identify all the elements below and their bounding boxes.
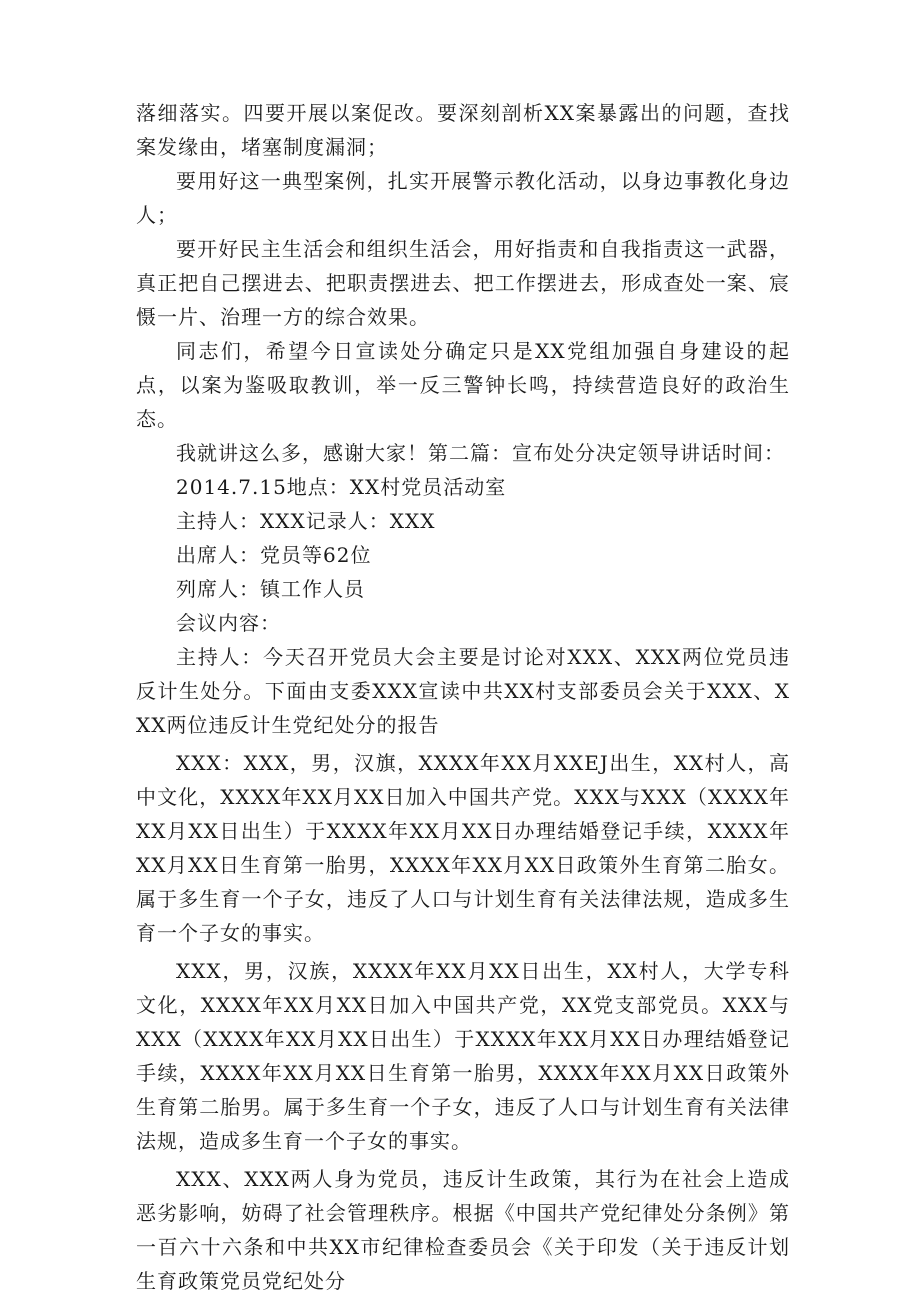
paragraph-typical-case: 要用好这一典型案例，扎实开展警示教化活动，以身边事教化身边人； [136, 169, 790, 227]
paragraph-meeting-content: 会议内容： [176, 611, 281, 635]
paragraph-comrades: 同志们，希望今日宣读处分确定只是XX党组加强自身建设的起点，以案为鉴吸取教训，举一反三警钟长鸣，持续营造良好的政治生态。 [136, 339, 790, 431]
paragraph-attendees: 出席人：党员等62位 [176, 543, 372, 567]
paragraph-closing: 我就讲这么多，感谢大家！第二篇：宣布处分决定领导讲话时间： [176, 441, 785, 465]
paragraph-host-recorder: 主持人：XXX记录人：XXX [176, 509, 436, 533]
paragraph-member-two: XXX，男，汉族，XXXX年XX月XX日出生，XX村人，大学专科文化，XXXX年XX月XX日加入中国共产党，XX党支部党员。XXX与XXX（XXXX年XX月XX日出生）于XXXX年XX月XX日办理结婚登记手续，XXXX年XX月XX日生育第一胎男，XXXX年XX月XX日政策外生育第二胎男。属于多生育一个子女，违反了人口与计划生育有关法律法规，造成多生育一个子女的事实。 [136, 959, 790, 1153]
paragraph-member-one: XXX：XXX，男，汉旗，XXXX年XX月XXEJ出生，XX村人，高中文化，XXXX年XX月XX日加入中国共产党。XXX与XXX（XXXX年XX月XX日出生）于XXXX年XX月XX日办理结婚登记手续，XXXX年XX月XX日生育第一胎男，XXXX年XX月XX日政策外生育第二胎女。属于多生育一个子女，违反了人口与计划生育有关法律法规，造成多生育一个子女的事实。 [136, 751, 790, 945]
paragraph-decision-basis: XXX、XXX两人身为党员，违反计生政策，其行为在社会上造成恶劣影响，妨碍了社会管理秩序。根据《中国共产党纪律处分条例》第一百六十六条和中共XX市纪律检查委员会《关于印发（关于违反计划生育政策党员党纪处分 [136, 1167, 790, 1293]
paragraph-observers: 列席人：镇工作人员 [176, 577, 365, 601]
paragraph-date-location: 2014.7.15地点：XX村党员活动室 [176, 475, 507, 499]
paragraph-continuation: 落细落实。四要开展以案促改。要深刻剖析XX案暴露出的问题，查找案发缘由，堵塞制度漏洞； [136, 101, 790, 159]
paragraph-life-meeting: 要开好民主生活会和组织生活会，用好指责和自我指责这一武器，真正把自己摆进去、把职责摆进去、把工作摆进去，形成查处一案、宸慑一片、治理一方的综合效果。 [136, 237, 790, 329]
paragraph-host-intro: 主持人：今天召开党员大会主要是讨论对XXX、XXX两位党员违反计生处分。下面由支委XXX宣读中共XX村支部委员会关于XXX、XXX两位违反计生党纪处分的报告 [136, 645, 790, 737]
document-page [136, 96, 790, 1298]
